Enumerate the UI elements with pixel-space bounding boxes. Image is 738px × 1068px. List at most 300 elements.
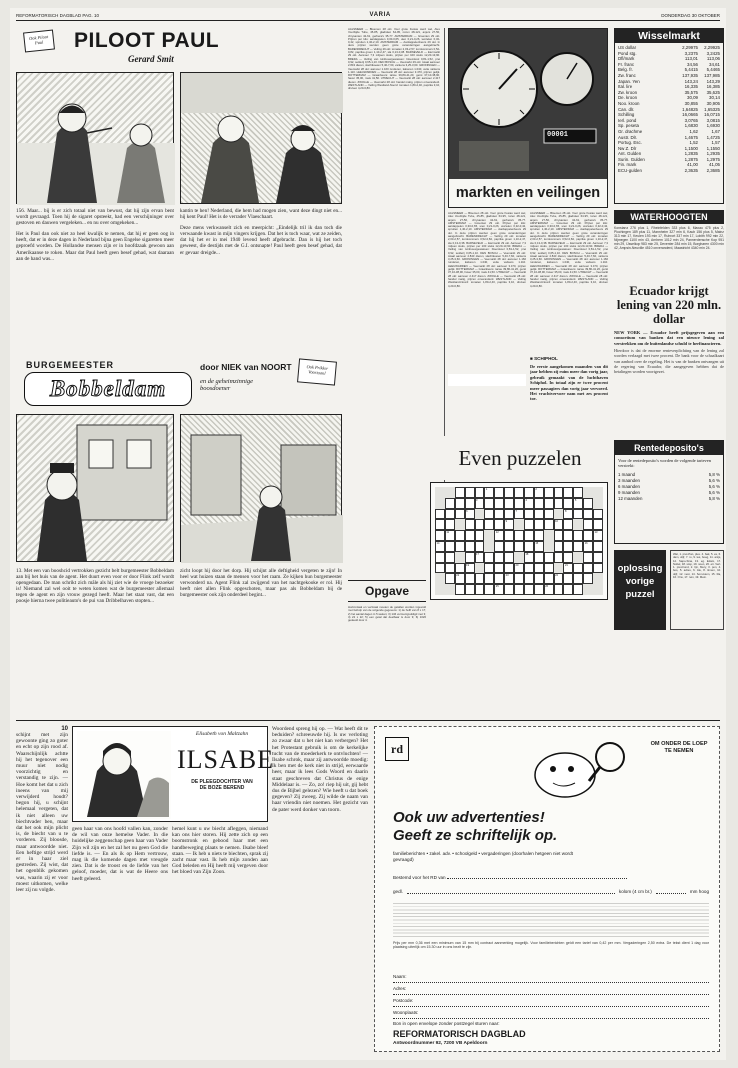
grid-cell [484,530,494,541]
oplossing-title: oplossing vorige puzzel [614,550,666,630]
grid-cell[interactable] [494,519,504,530]
section-title: VARIA [369,12,391,18]
grid-cell[interactable] [455,573,465,584]
waterhoogten-title: WATERHOOGTEN [614,210,724,224]
bobbeldam-prefix: BURGEMEESTER [26,360,115,370]
grid-cell[interactable] [504,563,514,574]
grid-cell[interactable] [465,487,475,498]
ad-address-fields [393,971,709,1019]
grid-cell[interactable] [455,584,465,595]
grid-cell-number: 26 [545,585,549,589]
grid-cell[interactable] [514,487,524,498]
grid-cell[interactable] [435,541,445,552]
grid-cell[interactable] [484,584,494,595]
deposit-term: 3 maanden [618,477,640,483]
grid-cell[interactable] [445,573,455,584]
deposit-rate: 5,8 % [708,495,720,501]
grid-cell[interactable] [494,509,504,520]
grid-cell-number: 18 [525,552,529,556]
comic-panel-1 [16,72,174,204]
rate-buy: 1,2835 [684,151,698,157]
grid-cell[interactable] [583,519,593,530]
bobbeldam-subtitle: en de geheimzinnige boosdoener [200,378,254,393]
ad-size-field[interactable] [407,889,615,894]
caption-right-intro: kantin te hen! Nederland, die hem had mogen zien, want deze dingt niet en... hij kent Paul! Het is de verrader Vlaeschaart. [180,208,342,221]
grid-cell [573,519,583,530]
grid-cell-number: 25 [495,585,499,589]
grid-cell[interactable] [534,519,544,530]
grid-cell[interactable] [544,519,554,530]
grid-cell [554,563,564,574]
grid-cell [544,541,554,552]
grid-cell[interactable] [544,498,554,509]
grid-cell-number: 17 [476,552,479,556]
grid-cell[interactable] [524,519,534,530]
markten-title: markten en veilingen [449,179,607,207]
ad-postcode-label: Postcode: [393,998,414,1003]
grid-cell[interactable] [593,509,603,520]
rate-buy: 16,335 [684,84,698,90]
grid-cell[interactable] [445,519,455,530]
grid-cell[interactable] [475,573,485,584]
ecuador-article [614,284,724,434]
ad-postcode-field[interactable] [393,995,709,1007]
panel-2-drawing [181,73,343,205]
grid-cell[interactable] [465,519,475,530]
rate-currency: Portug. Esc. [618,140,642,146]
grid-cell[interactable] [563,563,573,574]
grid-cell[interactable] [455,487,465,498]
rate-currency: Japan. Yen [618,78,640,84]
rate-sell: 5,4465 [706,67,720,73]
ad-height-field[interactable] [656,889,686,894]
grid-cell[interactable] [484,498,494,509]
grid-cell[interactable] [524,563,534,574]
grid-cell[interactable] [534,573,544,584]
grid-cell[interactable] [465,563,475,574]
rate-currency: Noo. kroon [618,100,640,106]
ad-city-field[interactable] [393,1007,709,1019]
grid-cell[interactable] [514,498,527,509]
rate-buy: 1,2875 [684,156,698,162]
rate-currency: Can. dlr. [618,106,635,112]
grid-cell[interactable] [534,498,544,509]
grid-cell[interactable] [593,563,603,574]
ad-name-field[interactable] [393,971,709,983]
ilsabe-text-3: hemel kunt u uw biecht afleggen, niemand kan ons hier storen. Hij zette zich op een boomstronk en gebood haar met een handbeweging plaats te nemen. Ilsabe bleef staan. — Ik heb u niets te biechten, sprak zij zacht maar vast. Ik heb mijn zonden aan God beleden en Hij heeft mij vergeven door het bloed van Zijn Zoon. [172,826,268,876]
grid-cell[interactable] [494,563,504,574]
grid-cell[interactable] [534,552,544,563]
grid-cell[interactable] [475,487,488,498]
grid-cell[interactable] [554,552,564,563]
rate-currency: Austr. Dlr. [618,134,638,140]
rate-buy: 113,01 [684,56,698,62]
puzzel-header [430,436,610,480]
puzzel-title: Even puzzelen [458,446,582,470]
grid-cell[interactable] [573,498,583,509]
grid-cell[interactable] [554,541,564,552]
rate-sell: 1,2935 [706,151,720,157]
grid-cell[interactable] [435,563,445,574]
grid-cell[interactable] [445,541,455,552]
grid-cell-number: 21 [564,563,568,567]
grid-cell [435,498,445,509]
comic-panel-2 [180,72,342,204]
grid-cell[interactable] [494,487,504,498]
grid-cell[interactable] [544,563,554,574]
grid-cell[interactable] [563,509,573,520]
grid-cell[interactable] [484,509,494,520]
grid-cell[interactable] [504,509,514,520]
grid-cell[interactable] [563,519,573,530]
grid-cell[interactable] [435,552,445,563]
grid-cell[interactable] [573,530,583,541]
grid-cell[interactable] [475,519,485,530]
oplossing-text: Wat, 1. pret-Pan, plex. 4. bak, 5. es, 6. dam, olijf, 7. ro, 9. tes, boeg, 11. anijs, 12. Sapo-Sina, 13. eg. Edam, 17. Nobel, 18. stop, 19. noen, 20. eri. Vert. 1. pret-hond, 2. lijn, Mery, 3. pon, 4. bos, 5. adres, 6. Ale, 8. tinnen, 10. olijf, 12. vest, 14. Som-kiem, 15. Ra, 16. Ons, 17. rein, 19. Mein. [670,550,724,630]
grid-cell[interactable] [554,487,564,498]
grid-cell[interactable] [573,541,583,552]
grid-cell [455,519,465,530]
grid-cell[interactable] [524,552,534,563]
ad-text-lines[interactable] [393,903,709,937]
grid-cell[interactable] [504,552,514,563]
rate-buy: 137,935 [682,72,698,78]
grid-cell[interactable] [563,498,573,509]
grid-cell[interactable] [445,498,455,509]
grid-cell[interactable] [583,573,593,584]
grid-cell [593,573,603,584]
ecuador-dateline: NEW YORK — Ecuador heeft prijsgegeven aan een consortium van banken dat een nieuwe lening zal verstrekken om de buitenlandse schuld te herfinancieren. [614,330,724,346]
grid-cell[interactable] [583,530,593,541]
grid-cell[interactable] [475,530,485,541]
grid-cell[interactable] [494,541,504,552]
grid-cell [475,563,485,574]
grid-cell[interactable] [484,552,494,563]
grid-cell[interactable] [534,563,544,574]
rate-buy: 16,0665 [682,112,698,118]
rate-buy: 5,4415 [684,67,698,73]
grid-cell[interactable] [554,530,564,541]
grid-cell[interactable] [514,573,524,584]
grid-cell[interactable] [475,498,485,509]
bobbeldam-author: door NIEK van NOORT [200,362,292,372]
grid-cell[interactable] [484,487,494,498]
grid-cell[interactable] [563,487,573,498]
grid-cell[interactable] [583,552,593,563]
rate-currency: Ant. Gulden [618,151,642,157]
grid-cell[interactable] [504,519,514,530]
grid-cell[interactable] [514,530,524,541]
ilsabe-illustration [77,731,171,819]
ad-address: Antwoordnummer 92, 7200 VB Apeldoorn [393,1041,488,1046]
grid-cell[interactable] [465,541,475,552]
grid-cell[interactable] [593,530,603,541]
grid-cell-number: 5 [574,498,577,502]
grid-cell[interactable] [475,541,485,552]
grid-cell[interactable] [514,509,524,520]
auction-counter: 00001 [547,131,569,139]
comic-caption-left [16,208,174,348]
rate-currency: De. kroon [618,95,638,101]
caption-left-intro: 156. Maar... bij is er zich totaal niet van bewust, dat hij zijn ervan bent wordt gevraagd. Toen hij de sigaret opsteekt, had een verschijninger over gestoven en dauwen vergeleken... en nu over omgekeken... [16,208,174,227]
grid-cell[interactable] [534,530,544,541]
grid-cell-number: 11 [446,531,450,535]
rate-sell: 16,0715 [704,112,720,118]
grid-cell[interactable] [504,487,514,498]
grid-cell[interactable] [573,563,583,574]
grid-cell[interactable] [484,563,494,574]
grid-cell[interactable] [563,552,573,563]
grid-cell[interactable] [465,584,475,595]
grid-cell[interactable] [583,509,593,520]
grid-cell[interactable] [534,487,544,498]
grid-cell[interactable] [593,519,603,530]
grid-cell[interactable] [544,584,554,595]
schiphol-title [530,356,608,361]
grid-cell [554,509,567,520]
schiphol-text: De eerste aangekomen maanden van dit jaar hebben zij ruim meer dan vorig jaar, gebruik gemaakt van de luchthaven Schiphol. In totaal zijn er twee procent meer passagiers dan vorig jaar vervoerd. Het vrachtvervoer nam met zes procent toe. [530,364,608,402]
grid-cell[interactable] [504,498,514,509]
rate-sell: 1,65325 [704,106,720,112]
deposit-term: 9 maanden [618,489,640,495]
deposit-rate: 5,6 % [708,489,720,495]
oplossing-box [614,550,724,630]
grid-cell[interactable] [554,584,564,595]
rate-buy: 30,855 [684,100,698,106]
grid-cell[interactable] [573,509,583,520]
rate-sell: 1,2975 [706,156,720,162]
grid-cell [445,487,455,498]
grid-cell[interactable] [494,552,504,563]
grid-cell[interactable] [504,530,514,541]
grid-cell[interactable] [544,552,554,563]
grid-cell[interactable] [524,573,534,584]
grid-cell[interactable] [455,541,465,552]
grid-cell [475,509,485,520]
grid-cell-number: 24 [555,574,558,578]
grid-cell[interactable] [524,498,534,509]
grid-cell[interactable] [465,573,475,584]
wisselmarkt-box [614,28,724,204]
newspaper-page [10,8,726,1060]
grid-cell-number: 22 [456,574,460,578]
grid-cell[interactable] [494,573,504,584]
grid-cell[interactable] [554,573,564,584]
grid-cell[interactable] [583,541,593,552]
ad-date-field[interactable] [447,878,627,879]
grid-cell[interactable] [554,498,564,509]
grid-cell[interactable] [534,541,544,552]
grid-cell[interactable] [475,584,485,595]
ad-address-field[interactable] [393,983,709,995]
grid-cell[interactable] [455,509,468,520]
grid-cell[interactable] [504,541,514,552]
piloot-paul-comic [16,28,342,348]
grid-cell[interactable] [563,541,573,552]
comic-caption-right [180,208,342,348]
grid-cell[interactable] [445,509,455,520]
rate-sell: 2,29925 [704,45,720,50]
rate-buy: 3,2375 [684,50,698,56]
grid-cell[interactable] [484,573,494,584]
ad-kolom-label: kolom (4 cm br.) [618,889,652,894]
grid-cell[interactable] [465,530,475,541]
grid-cell[interactable] [465,552,475,563]
grid-cell[interactable] [435,509,445,520]
waterhoogten-text: Konstanz 276 plus 1, Rheinfelden 333 plus 6, Maxau 475 plus 2, Plochingen 189 plus 11, Mannheim 327 min 6, Kaub 156 plus 5, Mainz 313 min 17, Keulen 193 min 17, Ruhrort 337 min 17, Lobith 992 min 22, Nijmegen 1100 min 43, Arnhem 1012 min 24, Pannerdensche Kop 951 min 29, IJsselkop 983 min 25, Deventer 284 min 15, Borgharen 4300 min 42, Ampsin-Neuville 4510 onveranderd, Maastricht 4340 min 24. [614,226,724,250]
rate-row [618,168,720,174]
grid-cell[interactable] [514,563,524,574]
rate-currency: Ierl. pond [618,117,637,123]
rate-sell: 30,905 [706,100,720,106]
grid-cell[interactable] [455,563,465,574]
ilsabe-text-2: geen haar van ons hoofd vallen kan, zonder de wil van onze hemelse Vader. In die huidelijke zeggenschap geen haar van Vader Zijn wil zijn en het zal het nu geen God die liefde is. — En als ik op Hem vertrouw, mag ik die komende dagen met vreugde zien. Dat is de troost en de liefde van het geloof, moeder, dat is wat de Heere ons heeft geleerd. [72,826,168,882]
auction-clock-drawing [449,29,608,179]
grid-cell[interactable] [524,530,534,541]
grid-cell[interactable] [475,552,485,563]
deposit-term: 1 maand [618,471,636,477]
ad-coupon [374,726,720,1052]
bobbeldam-text-right: zicht loopt hij door het dorp. Hij schijnt alle deftigheid vergeten te zijn! In heel wat huizen staan de mensen voor het raam. Ze kijken hun burgemeester verwonderd na. Agent Flink zal zwijgend van het nachtgekooke er rol. Hij heeft niet allen Flink opgeschoten, maar pas als Bobbeldam bij de burgemeester ook zijn onderdeel begint... [180,568,342,599]
grid-cell[interactable] [583,563,593,574]
grid-cell-number: 19 [466,563,470,567]
grid-cell[interactable] [484,519,494,530]
rate-sell: 34,61 [709,61,720,67]
rate-sell: 1,4725 [706,134,720,140]
wisselmarkt-title: Wisselmarkt [615,29,723,43]
ad-checkboxes[interactable]: familieberichten • zakel. adv. • schoolgeld • vergaderingen (doorhalen hetgeen niet wordt gevraagd) [393,851,573,862]
ad-date-label: Bestemd voor het RD van [393,875,446,880]
grid-cell[interactable] [504,573,514,584]
grid-cell[interactable] [504,584,514,595]
grid-cell[interactable] [563,584,573,595]
ad-mm-label: mm hoog [689,889,709,894]
rate-buy: 143,24 [684,78,698,84]
ad-size-row [393,889,709,894]
rate-sell: 16,385 [706,84,720,90]
rate-currency: Zw. franc [618,72,636,78]
grid-cell[interactable] [455,498,465,509]
ilsabe-text-1: schijnt met zijn gewoonte ging zo goter en echt op zijn rood af. Waarschijnlijk achtte hij het tegenover een muur niet nodig voorzichtig en verstandig te zijn. — Hoe komt het dat u zich ineens van mij verwijderd houdt? begon hij, u schijnt helemaal vergeten, dat ik niet alleen uw biechtvader ben, maar dat het ook mijn plicht is, de biecht van u te vorderen. Zij bloosde, maar antwoordde niet. Een heftige strijd werd er in haar ziel gestreden. Zij wist, dat het ogenblik gekomen was, waarin zij er voor moest uitkomen, welke leer zij nu volgde. [16,732,68,894]
grid-cell-number: 13 [594,531,598,535]
grid-cell[interactable] [563,530,573,541]
grid-cell [593,487,603,498]
rate-currency: Gr. drachme [618,128,643,134]
grid-cell[interactable] [494,584,504,595]
grid-cell[interactable] [524,584,534,595]
rate-buy: 30,09 [687,95,698,101]
bobbeldam-panel-1-drawing [17,415,175,563]
deposit-rate: 5,8 % [708,471,720,477]
grid-cell-number: 9 [505,520,508,524]
opgave-spacer [448,374,526,386]
markten-text-1: AALSMEER — Bloemen 28 okt. Voor grote fresias werd wel, Alex Voorbijde Tube, 45-85, gladiolen 64-95, rozen 48-121, anjers 27-50, chrysanten 42-61, gerbera's 35-77. AMSTERDAM — Groenten 29 okt. Prijzen per kilo: aardappelen 0,30-0,65, uien 0,21-0,26, wortelen 0,32-0,42, spruiten 1,40-2,10. AMSTERDAM — Aardappelenbeurs 29 okt. In deze prijzen werden geen grote veranderingen aangebracht. BARENDRECHT — Veiling 29 okt: tomaten 2,03-2,57, komkommers 0,52-0,82, paprika groen 1,10-2,47, sla 0,13-0,38. BARNEVELD — Eiermarkt 29 okt. Aanvoer 7,3 miljoen stuks, prijzen per 100 stuks 12,20-13,90. BREDA — Veiling van tuinbouwgewassen: bloemkool 0,81-1,52, prei 0,92, selderij 0,65-1,10. DEN BOSCH — Veemarkt 29 okt: totaal aanvoer 2.843 dieren, slachtkoeien 5,40-7,60, varkens 3,25-3,60. GRONINGEN — Veemarkt 28 okt: aanvoer 1.160 runderen, kalveren 1.040, vette varkens 1.110. LEEUWARDEN — Veemarkt 28 okt: aanvoer 3.470, prijzen gelijk. ROTTERDAM — Graanbeurs: tarwe 39,80-41,20, gerst 37,10-38,90, haver 35,00, mais 41,50. UTRECHT — Veemarkt 28 okt: aanvoer 2.417 dieren. ZWOLLE — Veemarkt 28 okt: handel matig, prijzen onveranderd. WESTLAND — Veiling Westland-Noord: tomaten 1,80-2,40, paprika 3,10, druiven 4,20-6,80. [348,28,440,91]
grid-cell [593,498,603,509]
grid-cell[interactable] [593,541,603,552]
deposit-rate: 5,6 % [708,477,720,483]
grid-cell[interactable] [524,509,534,520]
rate-sell: 1,6930 [706,123,720,129]
ad-send-text: Bon in open envelope zonder postzegel sturen naar: [393,1021,500,1026]
ad-paper-name: REFORMATORISCH DAGBLAD [393,1029,526,1039]
grid-cell[interactable] [445,530,455,541]
ilsabe-col1 [16,726,68,1052]
grid-cell[interactable] [573,487,583,498]
rate-sell: 35,625 [706,89,720,95]
grid-cell[interactable] [544,573,554,584]
grid-cell[interactable] [445,563,455,574]
grid-cell[interactable] [534,584,544,595]
grid-cell-number: 15 [535,542,539,545]
grid-cell[interactable] [465,498,478,509]
grid-cell[interactable] [544,509,554,520]
grid-cell [583,487,593,498]
grid-cell[interactable] [445,552,455,563]
grid-cell [455,552,465,563]
grid-cell[interactable] [465,509,475,520]
grid-cell[interactable] [435,530,445,541]
grid-cell[interactable] [544,487,554,498]
rate-currency: Surin. Gulden [618,156,645,162]
puzzel-grid-frame [430,482,608,600]
bobbeldam-stamp: Ook Prikker Voortaanl [297,358,337,385]
ilsabe-text-4: Woordend spreng hij op. — Wat heeft dit te beduiden? schreeuwde hij. Is uw verloting zo zwaar dat u het niet kan verbergen? Het het Protestant gebruik is om de kerkelijke tucht van de moederkerk te ontvluchten! — Ilsabe schrok, maar zij antwoordde moedig: Ik ben met de kerk niet in strijd, eerwaarde heer, maar ik lees Gods Woord en daarin staat geschreven dat Christus de enige Middelaar is. — Zo, zo! riep hij uit, gij hebt dus de Bijbel gelezen? Wie heeft u dat boek gegeven? Zij zweeg. Zij wilde de naam van haar vriendin niet noemen. Het gezicht van de pater werd donker van toorn. [272,726,368,813]
rate-sell: 2,3685 [706,168,720,174]
rate-currency: Nw Z. Dlr [618,145,637,151]
grid-cell[interactable] [524,487,537,498]
running-header [16,10,720,21]
grid-cell[interactable] [534,509,544,520]
grid-cell-number: 20 [515,563,519,567]
header-left: REFORMATORISCH DAGBLAD PAG. 10 [16,12,100,18]
grid-cell[interactable] [494,498,504,509]
deposit-row [618,496,720,502]
grid-cell[interactable] [494,530,504,541]
grid-cell-number: 14 [436,542,440,545]
grid-cell[interactable] [593,552,603,563]
rate-sell: 30,14 [709,95,720,101]
grid-cell[interactable] [455,530,465,541]
rate-currency: Fr. franc [618,61,635,67]
grid-cell[interactable] [563,573,573,584]
grid-cell[interactable] [524,541,534,552]
grid-cell-number: 2 [535,488,537,491]
grid-cell-number: 10 [555,520,558,524]
caption-right-body: Deze mens verkwanselt zich en meerpicht: „Eindelijk tril ik dan toch die verwaande kwast in mijn vingers krijgen. Dat het is toch waar, wat ze zeiden, dat hij het er in mei 1940 levend heeft afgebracht. Dan is hij het toch geweest, die destijds met de G.I. ontsnapte! Paul heeft geen besef gehad, dat er gevaar dreigde... [180,225,342,256]
schiphol-square-icon: ■ [530,356,535,361]
grid-cell[interactable] [435,519,445,530]
grid-cell[interactable] [573,573,583,584]
deposit-term: 6 maanden [618,483,640,489]
ilsabe-title-block [72,726,274,822]
grid-cell [435,584,445,595]
ad-illustration-caption: OM ONDER DE LOEP TE NEMEN [650,741,708,754]
grid-cell [593,584,603,595]
grid-cell[interactable] [514,541,524,552]
grid-cell[interactable] [554,519,564,530]
comic-stamp: Ook Piloot Paul [23,29,55,52]
rate-buy: 1,4675 [684,134,698,140]
grid-cell[interactable] [583,498,593,509]
rate-sell: 3,0815 [706,117,720,123]
rentedeposito-title: Rentedeposito's [615,441,723,455]
grid-cell[interactable] [514,584,524,595]
grid-cell[interactable] [573,584,583,595]
grid-cell [445,584,455,595]
grid-cell-number: 6 [466,509,468,513]
grid-cell-number: 4 [525,498,527,502]
rate-buy: 1,6830 [684,123,698,129]
